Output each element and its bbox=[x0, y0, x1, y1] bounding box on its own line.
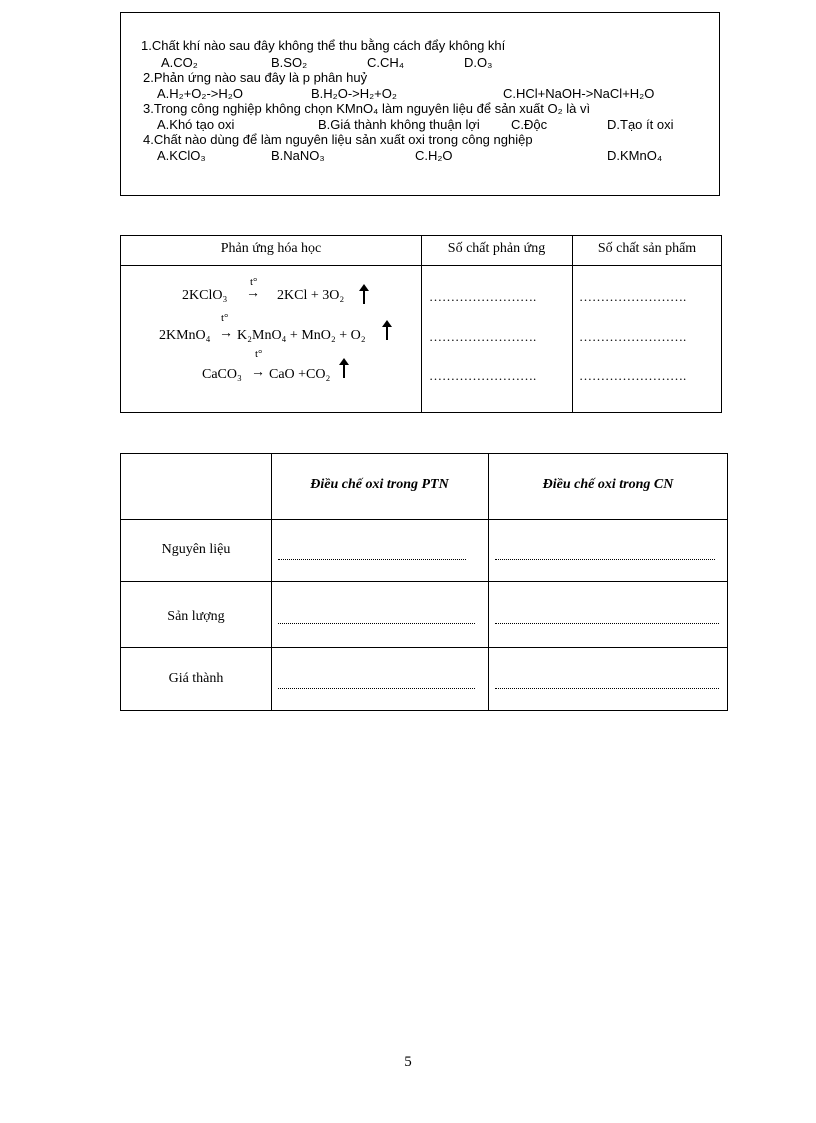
dotted-blank bbox=[278, 559, 466, 560]
header-lab: Điều chế oxi trong PTN bbox=[310, 477, 449, 492]
temp-label: t° bbox=[221, 312, 229, 324]
q4-option-d: D.KMnO₄ bbox=[607, 148, 663, 163]
row-label-output: Sản lượng bbox=[167, 609, 225, 624]
temp-label: t° bbox=[250, 276, 258, 288]
reaction-arrow-icon: → bbox=[246, 286, 260, 301]
temp-label: t° bbox=[255, 348, 263, 360]
blank-products-1: ……………………. bbox=[579, 289, 687, 304]
gas-up-arrow-icon bbox=[363, 289, 365, 304]
q3-option-c: C.Độc bbox=[511, 117, 548, 132]
question-2: 2.Phản ứng nào sau đây là p phân huỷ bbox=[143, 70, 368, 85]
q2-option-a: A.H₂+O₂->H₂O bbox=[157, 86, 243, 101]
q1-option-a: A.CO₂ bbox=[161, 55, 198, 70]
q4-option-c: C.H₂O bbox=[415, 148, 453, 163]
dotted-blank bbox=[278, 623, 475, 624]
quiz-box bbox=[120, 12, 720, 196]
dotted-blank bbox=[495, 559, 715, 560]
q2-option-c: C.HCl+NaOH->NaCl+H₂O bbox=[503, 86, 655, 101]
dotted-blank bbox=[278, 688, 475, 689]
row-label-cost: Giá thành bbox=[168, 671, 224, 686]
question-3: 3.Trong công nghiệp không chọn KMnO₄ làm nguyên liệu để sản xuất O₂ là vì bbox=[143, 101, 591, 116]
header-industry: Điều chế oxi trong CN bbox=[542, 477, 674, 492]
q2-option-b: B.H₂O->H₂+O₂ bbox=[311, 86, 397, 101]
q4-option-a: A.KClO₃ bbox=[157, 148, 206, 163]
header-reaction: Phản ứng hóa học bbox=[220, 241, 322, 256]
header-products: Số chất sản phẩm bbox=[597, 241, 697, 256]
dotted-blank bbox=[495, 688, 719, 689]
q1-option-c: C.CH₄ bbox=[367, 55, 405, 70]
q3-option-b: B.Giá thành không thuận lợi bbox=[318, 117, 480, 132]
header-reactants: Số chất phản ứng bbox=[447, 241, 546, 256]
reaction-2-product: K₂MnO₄ + MnO₂ + O₂ bbox=[237, 328, 366, 343]
q1-option-d: D.O₃ bbox=[464, 55, 493, 70]
question-1: 1.Chất khí nào sau đây không thể thu bằng cách đẩy không khí bbox=[141, 38, 506, 53]
reaction-1-reactant: 2KClO₃ bbox=[182, 288, 228, 303]
gas-up-arrow-icon bbox=[386, 325, 388, 340]
row-label-material: Nguyên liệu bbox=[161, 542, 231, 557]
reaction-arrow-icon: → bbox=[251, 365, 265, 380]
blank-products-2: ……………………. bbox=[579, 329, 687, 344]
q1-option-b: B.SO₂ bbox=[271, 55, 308, 70]
reaction-3-reactant: CaCO₃ bbox=[202, 367, 242, 382]
page-number: 5 bbox=[404, 1054, 412, 1070]
blank-reactants-2: ……………………. bbox=[429, 329, 537, 344]
q4-option-b: B.NaNO₃ bbox=[271, 148, 325, 163]
q3-option-d: D.Tạo ít oxi bbox=[607, 117, 674, 132]
blank-reactants-3: ……………………. bbox=[429, 368, 537, 383]
reaction-table bbox=[120, 235, 722, 413]
q3-option-a: A.Khó tạo oxi bbox=[157, 117, 235, 132]
blank-reactants-1: ……………………. bbox=[429, 289, 537, 304]
reaction-1-product: 2KCl + 3O₂ bbox=[277, 288, 345, 303]
reaction-3-product: CaO +CO₂ bbox=[269, 367, 331, 382]
blank-products-3: ……………………. bbox=[579, 368, 687, 383]
compare-table bbox=[120, 453, 728, 711]
reaction-2-reactant: 2KMnO₄ bbox=[159, 328, 211, 343]
reaction-arrow-icon: → bbox=[219, 326, 233, 341]
question-4: 4.Chất nào dùng để làm nguyên liệu sản xuất oxi trong công nghiệp bbox=[143, 132, 533, 147]
gas-up-arrow-icon bbox=[343, 363, 345, 378]
dotted-blank bbox=[495, 623, 719, 624]
